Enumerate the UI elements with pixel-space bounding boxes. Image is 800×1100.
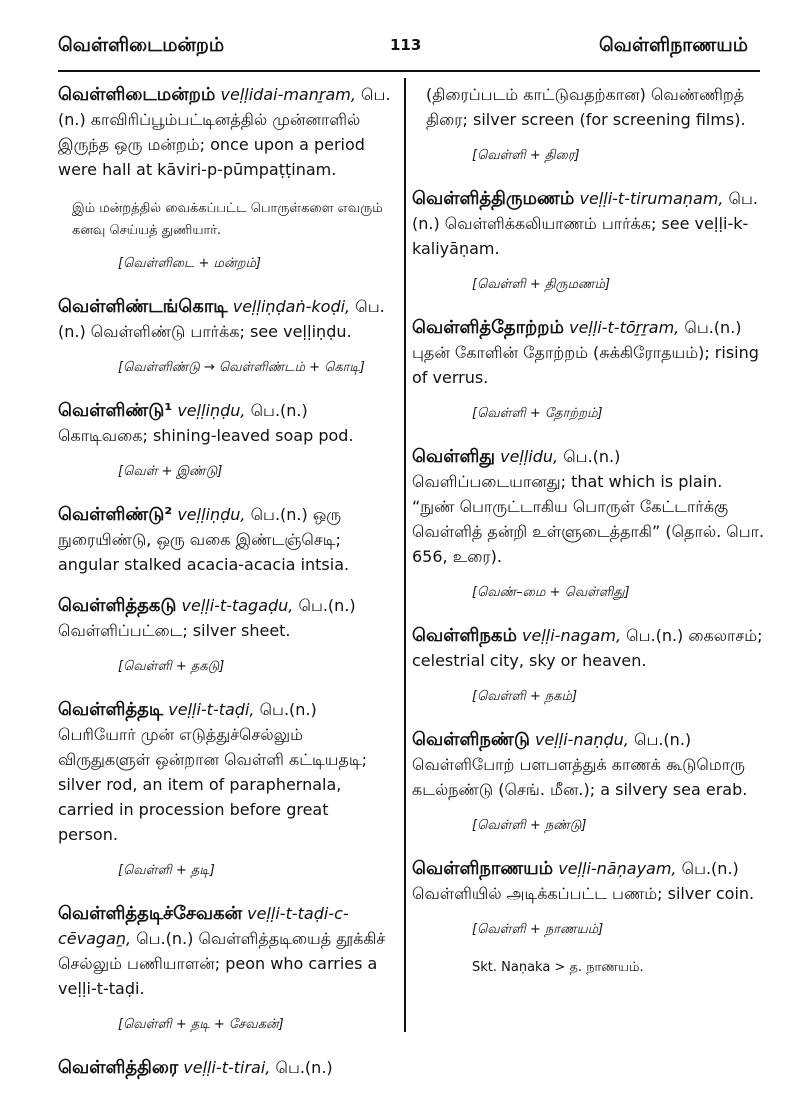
entry-transliteration: veḷḷi-nāṇayam, xyxy=(558,859,677,878)
entry-definition: பெ.(n.) கைலாசம்; celestrial city, sky or heaven. xyxy=(412,626,763,670)
entry-transliteration: veḷḷiṇḍu, xyxy=(177,505,246,524)
entry-headword: வெள்ளிது xyxy=(412,446,495,467)
entry-definition: பெ.(n.) கொடிவகை; shining-leaved soap pod. xyxy=(58,401,354,445)
etymology: [வெள்ளிடை + மன்றம்] xyxy=(118,256,261,271)
entry-transliteration: veḷḷi-t-tōṟṟam, xyxy=(569,318,680,337)
dictionary-entry xyxy=(58,593,392,643)
entry-transliteration: veḷḷiṇḍu, xyxy=(177,401,246,420)
etymology: [வெள்ளி + தடி] xyxy=(118,863,215,878)
entry-definition: பெ.(n.) காவிரிப்பூம்பட்டினத்தில் முன்னாளில் இருந்த ஒரு மன்றம்; once upon a period were hall at kāviri-p-pūmpaṭṭinam. xyxy=(58,85,391,179)
entry-definition: பெ.(n.) வெள்ளிப்பட்டை; silver sheet. xyxy=(58,596,356,640)
dictionary-entry xyxy=(58,502,392,577)
entry-definition: பெ.(n.) வெள்ளிண்டு பார்க்க; see veḷḷiṇḍu. xyxy=(58,297,385,341)
entry-transliteration: veḷḷidai-manṟam, xyxy=(220,85,356,104)
dictionary-entry xyxy=(58,398,392,448)
entry-definition: பெ.(n.) புதன் கோளின் தோற்றம் (சுக்கிரோதயம்); rising of verrus. xyxy=(412,318,759,387)
entry-headword: வெள்ளிண்டு² xyxy=(58,504,173,525)
etymology: [வெள்ளி + நகம்] xyxy=(472,689,578,704)
dictionary-entry xyxy=(412,444,766,569)
dictionary-entry xyxy=(412,315,766,390)
dictionary-entry xyxy=(412,856,766,906)
entry-headword: வெள்ளிடைமன்றம் xyxy=(58,84,216,105)
entry-definition: பெ.(n.) வெள்ளியில் அடிக்கப்பட்ட பணம்; silver coin. xyxy=(412,859,755,903)
entry-definition: பெ.(n.) xyxy=(275,1058,333,1077)
entry-headword: வெள்ளித்தகடு xyxy=(58,595,177,616)
sanskrit-note: Skt. Naṇaka > த. நாணயம். xyxy=(472,960,644,975)
entry-headword: வெள்ளித்தடிச்சேவகன் xyxy=(58,903,243,924)
dictionary-entry xyxy=(58,697,392,847)
dictionary-entry xyxy=(58,1055,392,1080)
entry-transliteration: veḷḷi-t-tirai, xyxy=(183,1058,271,1077)
etymology: [வெள்ளி + திரை] xyxy=(472,148,580,163)
entry-headword: வெள்ளித்தடி xyxy=(58,699,164,720)
entry-definition: பெ.(n.) வெள்ளிக்கலியாணம் பார்க்க; see veḷḷi-k-kaliyāṇam. xyxy=(412,189,758,258)
entry-definition: பெ.(n.) பெரியோர் முன் எடுத்துச்செல்லும் விருதுகளுள் ஒன்றான வெள்ளி கட்டியதடி; silver rod, an item of paraphernala, carried in procession before great person. xyxy=(58,700,368,844)
header-rule xyxy=(58,70,760,72)
entry-definition: பெ.(n.) வெள்ளித்தடியைத் தூக்கிச் செல்லும் பணியாளன்; peon who carries a veḷḷi-t-taḍi. xyxy=(58,929,386,998)
entry-note: இம் மன்றத்தில் வைக்கப்பட்ட பொருள்களை எவரும் கனவு செய்யத் துணியார். xyxy=(72,201,383,238)
entry-headword: வெள்ளிநகம் xyxy=(412,625,517,646)
etymology: [வெள்ளி + தகடு] xyxy=(118,659,225,674)
left-column xyxy=(58,82,392,1096)
column-divider xyxy=(404,78,406,1032)
entry-headword: வெள்ளித்திரை xyxy=(58,1057,179,1078)
entry-definition: பெ.(n.) வெளிப்படையானது; that which is plain. “நுண் பொருட்டாகிய பொருள் கேட்டார்க்கு வெள்ளித் தன்றி உள்ளுடைத்தாகி” (தொல். பொ. 656, உரை). xyxy=(412,447,765,566)
entry-headword: வெள்ளிநண்டு xyxy=(412,729,530,750)
entry-headword: வெள்ளிண்டங்கொடி xyxy=(58,296,228,317)
page-header xyxy=(0,28,800,68)
entry-transliteration: veḷḷi-t-taḍi-c-cēvagaṉ, xyxy=(58,904,349,948)
entry-headword: வெள்ளித்தோற்றம் xyxy=(412,317,564,338)
entry-transliteration: veḷḷiṇḍaṅ-koḍi, xyxy=(232,297,351,316)
dictionary-entry xyxy=(412,727,766,802)
etymology: [வெள்ளி + திருமணம்] xyxy=(472,277,611,292)
entry-transliteration: veḷḷidu, xyxy=(500,447,559,466)
dictionary-entry xyxy=(58,294,392,344)
right-column xyxy=(412,82,766,976)
entry-definition: பெ.(n.) ஒரு நுரையிண்டு, ஒரு வகை இண்டஞ்செடி; angular stalked acacia-acacia intsia. xyxy=(58,505,350,574)
dictionary-entry xyxy=(58,901,392,1001)
entry-headword: வெள்ளிநாணயம் xyxy=(412,858,554,879)
entry-transliteration: veḷḷi-t-taḍi, xyxy=(168,700,255,719)
entry-transliteration: veḷḷi-t-tagaḍu, xyxy=(181,596,294,615)
entry-definition: பெ.(n.) வெள்ளிபோற் பளபளத்துக் காணக் கூடுமொரு கடல்நண்டு (செங். மீன.); a silvery sea erab. xyxy=(412,730,748,799)
dictionary-entry xyxy=(58,82,392,182)
etymology: [வெள்ளி + நண்டு] xyxy=(472,818,587,833)
entry-headword: வெள்ளிண்டு¹ xyxy=(58,400,173,421)
etymology: [வெள்ளி + தடி + சேவகன்] xyxy=(118,1017,284,1032)
page-number: 113 xyxy=(390,36,422,54)
running-head-left: வெள்ளிடைமன்றம் xyxy=(58,34,225,56)
dictionary-entry xyxy=(412,623,766,673)
etymology: [வெள்ளி + நாணயம்] xyxy=(472,922,604,937)
entry-transliteration: veḷḷi-naṇḍu, xyxy=(535,730,629,749)
etymology: [வெண்–மை + வெள்ளிது] xyxy=(472,585,630,600)
entry-transliteration: veḷḷi-t-tirumaṇam, xyxy=(579,189,724,208)
dictionary-entry xyxy=(412,186,766,261)
etymology: [வெள் + இண்டு] xyxy=(118,464,223,479)
entry-headword: வெள்ளித்திருமணம் xyxy=(412,188,575,209)
running-head-right: வெள்ளிநாணயம் xyxy=(599,34,748,56)
etymology: [வெள்ளிண்டு → வெள்ளிண்டம் + கொடி] xyxy=(118,360,365,375)
etymology: [வெள்ளி + தோற்றம்] xyxy=(472,406,603,421)
entry-continuation: (திரைப்படம் காட்டுவதற்கான) வெண்ணிறத் திரை; silver screen (for screening films). xyxy=(426,85,746,129)
entry-transliteration: veḷḷi-nagam, xyxy=(522,626,622,645)
